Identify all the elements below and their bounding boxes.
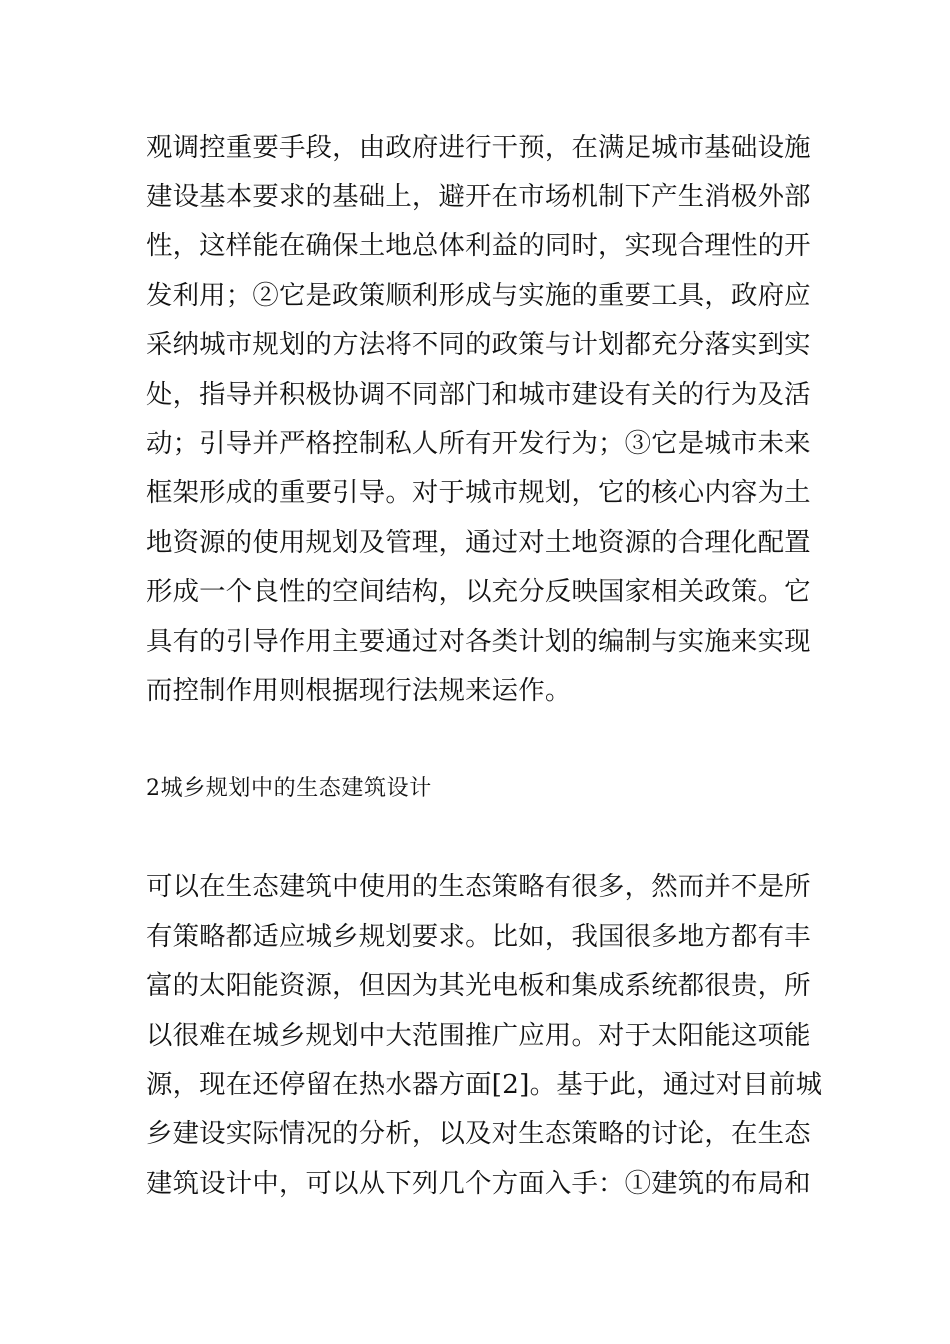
- paragraph-line: 地资源的使用规划及管理，通过对土地资源的合理化配置: [146, 527, 811, 558]
- paragraph-line: 发利用；②它是政策顺利形成与实施的重要工具，政府应: [146, 280, 811, 311]
- paragraph-line: 源，现在还停留在热水器方面[2]。基于此，通过对目前城: [146, 1069, 823, 1100]
- paragraph-line: 性，这样能在确保土地总体利益的同时，实现合理性的开: [146, 230, 811, 261]
- paragraph-line: 框架形成的重要引导。对于城市规划，它的核心内容为土: [146, 477, 811, 508]
- paragraph-line: 以很难在城乡规划中大范围推广应用。对于太阳能这项能: [146, 1020, 811, 1051]
- paragraph-line: 建筑设计中，可以从下列几个方面入手：①建筑的布局和: [146, 1168, 811, 1199]
- paragraph-line: 采纳城市规划的方法将不同的政策与计划都充分落实到实: [146, 329, 811, 360]
- paragraph-line: 动；引导并严格控制私人所有开发行为；③它是城市未来: [146, 428, 811, 459]
- paragraph-line: 具有的引导作用主要通过对各类计划的编制与实施来实现: [146, 626, 811, 657]
- paragraph-line: 可以在生态建筑中使用的生态策略有很多，然而并不是所: [146, 871, 811, 902]
- paragraph-line: 形成一个良性的空间结构，以充分反映国家相关政策。它: [146, 576, 811, 607]
- paragraph-line: 建设基本要求的基础上，避开在市场机制下产生消极外部: [146, 181, 811, 212]
- paragraph-line: 处，指导并积极协调不同部门和城市建设有关的行为及活: [146, 379, 811, 410]
- paragraph-line: 观调控重要手段，由政府进行干预，在满足城市基础设施: [146, 132, 811, 163]
- paragraph-line: 乡建设实际情况的分析，以及对生态策略的讨论，在生态: [146, 1118, 811, 1149]
- paragraph-line: 有策略都适应城乡规划要求。比如，我国很多地方都有丰: [146, 921, 811, 952]
- paragraph-line: 富的太阳能资源，但因为其光电板和集成系统都很贵，所: [146, 970, 811, 1001]
- paragraph-line: 而控制作用则根据现行法规来运作。: [146, 675, 572, 706]
- section-heading: 2城乡规划中的生态建筑设计: [146, 776, 432, 801]
